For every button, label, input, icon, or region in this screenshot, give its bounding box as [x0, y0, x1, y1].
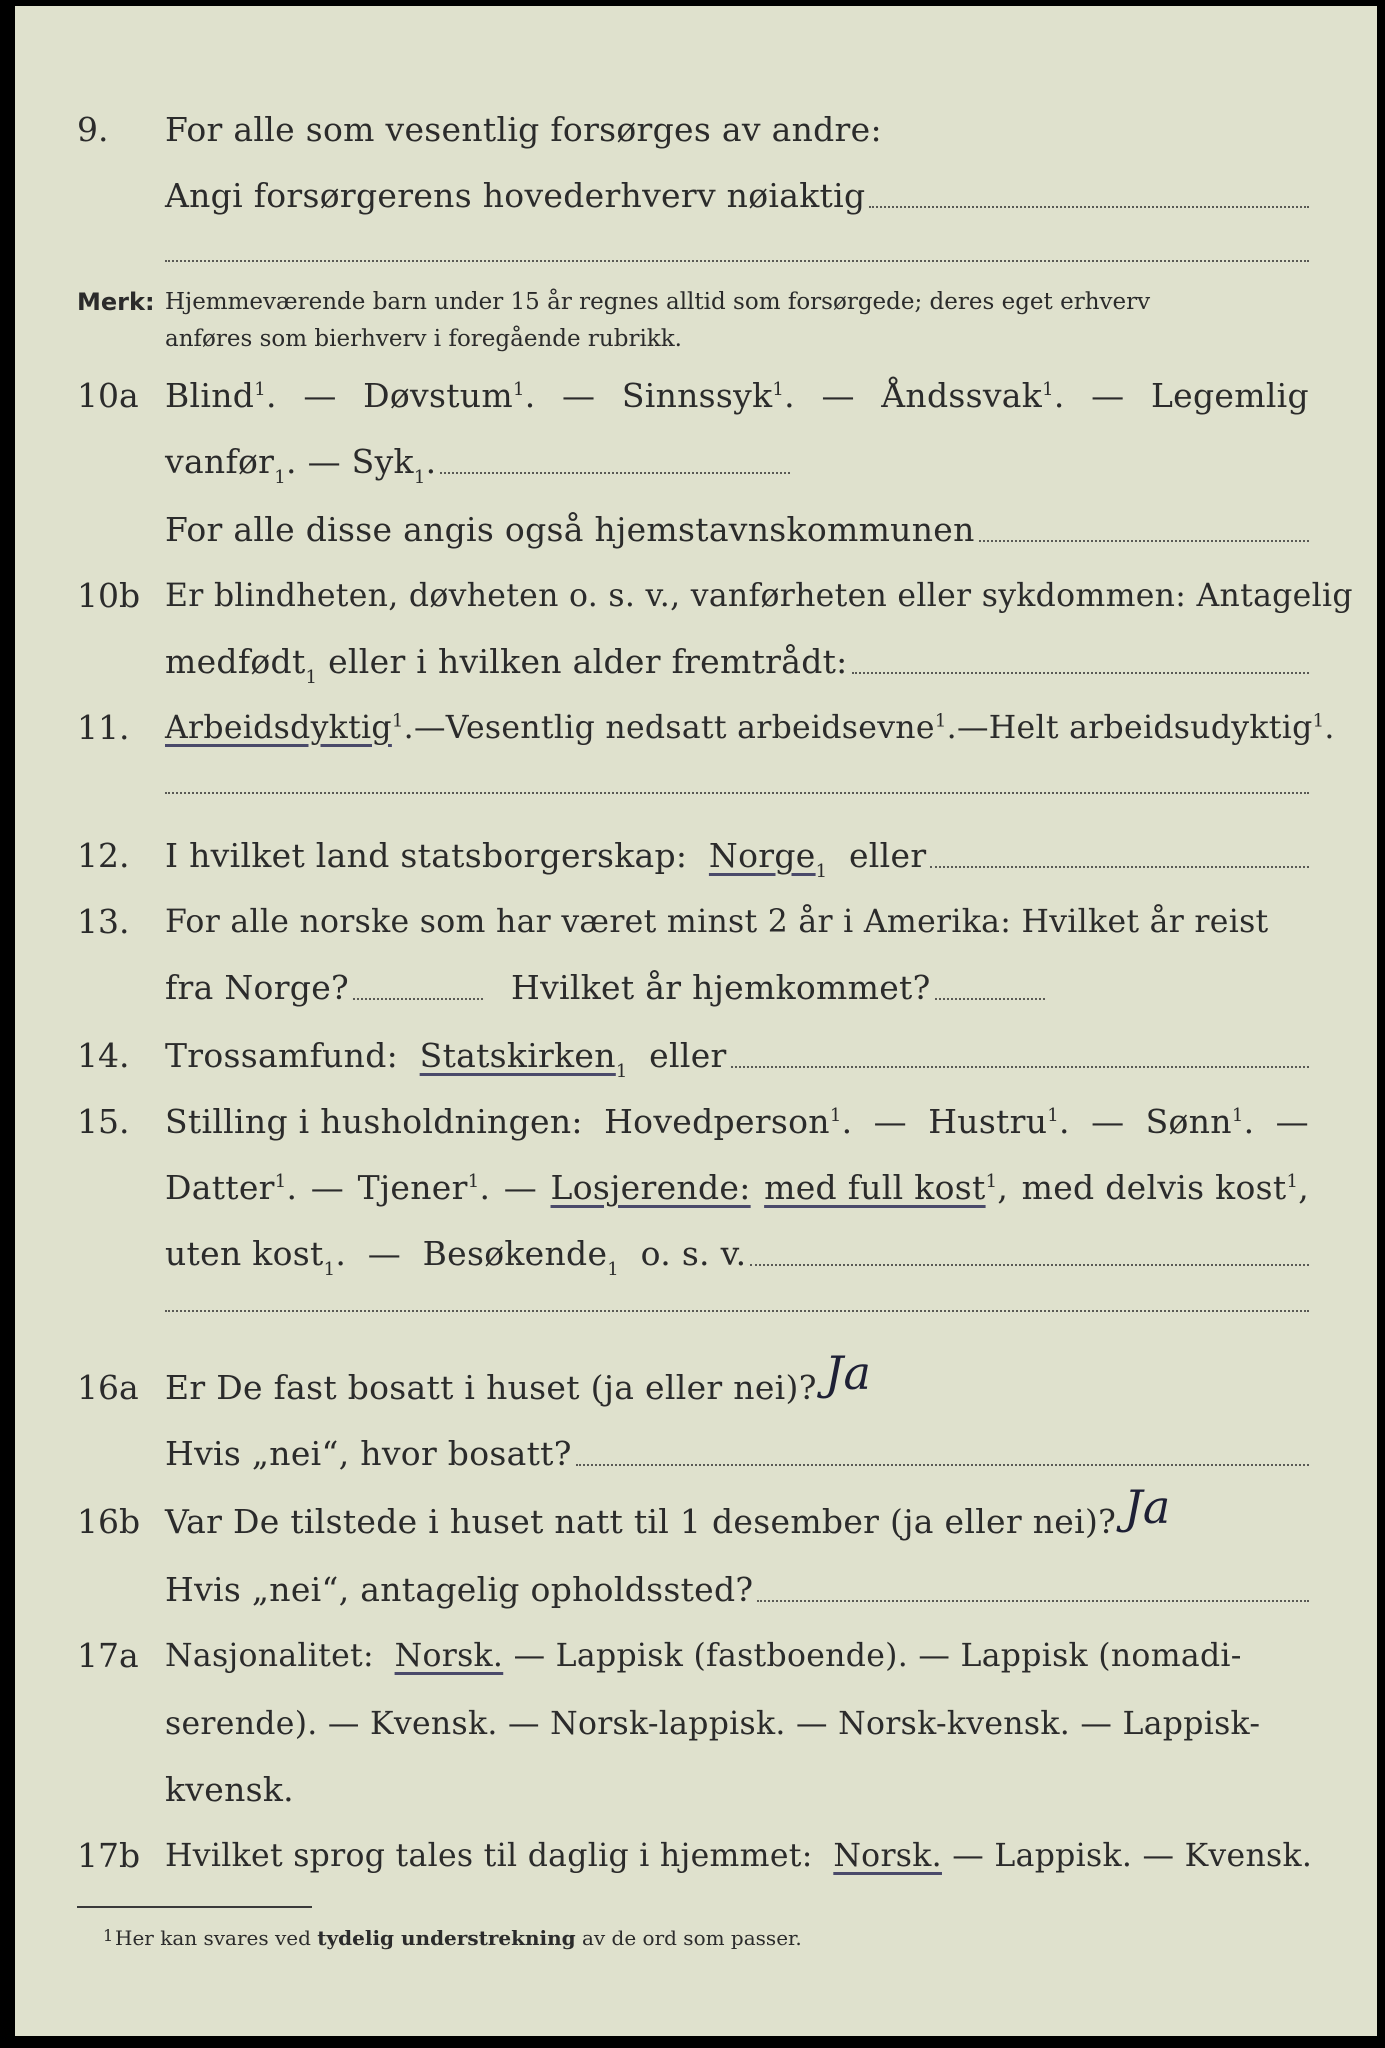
footnote: Her kan svares ved tydelig understrekning av de ord som passer.: [115, 1926, 802, 1950]
q17a-line1: [15, 1632, 1377, 1678]
q12-answer-field[interactable]: [930, 866, 1309, 868]
q10a-hjemstavn-field[interactable]: [979, 540, 1309, 542]
q10b-line1: [15, 572, 1377, 618]
option-medfodt[interactable]: medfødt: [165, 642, 306, 681]
q9-line1: [15, 106, 1377, 152]
option-datter[interactable]: Datter: [165, 1168, 275, 1207]
q9-answer-field[interactable]: [869, 206, 1309, 208]
q14-question: Trossamfund:: [165, 1036, 399, 1075]
q17b-line: [15, 1832, 1377, 1878]
q10a-syk-field[interactable]: [440, 472, 790, 474]
option-arbeidsudyktig[interactable]: Helt arbeidsudyktig: [988, 709, 1313, 746]
q9-line2: [15, 172, 1377, 218]
option-norsk-nasjonalitet[interactable]: Norsk.: [394, 1637, 504, 1674]
option-uten-kost[interactable]: uten kost: [165, 1234, 324, 1273]
q10b-alder-label: eller i hvilken alder fremtrådt:: [328, 642, 848, 681]
q10a-number: 10a: [77, 376, 139, 415]
q12-number: 12.: [77, 836, 130, 875]
option-sonn[interactable]: Sønn: [1145, 1102, 1232, 1141]
q15-line2: Datter$^1$. — Tjener$^1$. — Losjerende: med full kost$^1$, med delvis kost$^1$,: [165, 1168, 1309, 1207]
q13-hjemkommet-field[interactable]: [935, 998, 1045, 1000]
q15-question: Stilling i husholdningen:: [165, 1102, 583, 1141]
q11-answer-field[interactable]: [165, 792, 1309, 794]
q17a-options-3: kvensk.: [165, 1770, 294, 1809]
q17b-options: — Lappisk. — Kvensk.: [952, 1837, 1313, 1874]
q15-number: 15.: [77, 1102, 130, 1141]
q17a-options-1: — Lappisk (fastboende). — Lappisk (nomadi-: [513, 1637, 1242, 1674]
q10b-line2: medfødt 1 eller i hvilken alder fremtrådt:: [15, 638, 1377, 684]
q14-line: 14. Trossamfund: Statskirken 1 eller: [15, 1032, 1377, 1078]
q10a-line2: vanfør 1 . — Syk 1 .: [15, 438, 1377, 484]
option-statskirken[interactable]: Statskirken: [419, 1036, 616, 1075]
q10b-number: 10b: [77, 576, 141, 615]
option-hustru[interactable]: Hustru: [928, 1102, 1048, 1141]
q16a-bosatt-field[interactable]: [576, 1464, 1309, 1466]
merk-text-1: Hjemmeværende barn under 15 år regnes alltid som forsørgede; deres eget erhverv: [165, 289, 1151, 315]
option-losjerende[interactable]: Losjerende:: [550, 1168, 751, 1207]
option-norge[interactable]: Norge: [708, 836, 816, 875]
q17a-question: Nasjonalitet:: [165, 1637, 374, 1674]
q16a-handwritten-answer[interactable]: Ja: [824, 1346, 872, 1400]
option-syk[interactable]: Syk: [351, 442, 414, 481]
q12-question: I hvilket land statsborgerskap:: [165, 836, 688, 875]
option-delvis-kost[interactable]: med delvis kost: [1021, 1168, 1287, 1207]
q10b-alder-field[interactable]: [852, 672, 1309, 674]
q16a-line2: [15, 1430, 1377, 1476]
footnote-rule: [77, 1906, 312, 1908]
census-form-page: [15, 6, 1377, 2036]
q16b-opholdssted-field[interactable]: [757, 1600, 1309, 1602]
footnote-marker: 1: [103, 1926, 114, 1945]
q10b-question: Er blindheten, døvheten o. s. v., vanførheten eller sykdommen: Antagelig: [165, 577, 1353, 614]
option-nedsatt-arbeidsevne[interactable]: Vesentlig nedsatt arbeidsevne: [445, 709, 935, 746]
merk-text-2: anføres som bierhverv i foregående rubrikk.: [165, 326, 682, 352]
merk-label: Merk:: [77, 288, 155, 316]
option-andssvak[interactable]: Åndssvak: [881, 376, 1043, 415]
option-arbeidsdyktig[interactable]: Arbeidsdyktig: [165, 709, 392, 746]
q16b-question: Var De tilstede i huset natt til 1 desember (ja eller nei)?: [165, 1502, 1117, 1541]
q17b-question: Hvilket sprog tales til daglig i hjemmet:: [165, 1837, 813, 1874]
q11-line: 11. Arbeidsdyktig$^1$. — Vesentlig nedsatt arbeidsevne$^1$. — Helt arbeidsudyktig$^1$.: [77, 708, 1335, 747]
q15-line3: uten kost 1 . — Besøkende 1 o. s. v.: [15, 1230, 1377, 1276]
q17b-number: 17b: [77, 1836, 141, 1875]
q10a-line1: 10a Blind$^1$. — Døvstum$^1$. — Sinnssyk$^1$. — Åndssvak$^1$. — Legemlig: [77, 376, 1309, 415]
q9-answer-field-2[interactable]: [165, 260, 1309, 262]
q12-eller: eller: [848, 836, 927, 875]
q9-number: 9.: [77, 110, 109, 149]
q13-reist-field[interactable]: [353, 998, 483, 1000]
q16b-handwritten-answer[interactable]: Ja: [1124, 1480, 1171, 1534]
q11-number: 11.: [77, 708, 130, 747]
q16a-question: Er De fast bosatt i huset (ja eller nei)?: [165, 1368, 817, 1407]
q16b-line2: [15, 1566, 1377, 1612]
q16b-line1: [15, 1480, 1377, 1544]
q15-line1: 15. Stilling i husholdningen: Hovedperson$^1$. — Hustru$^1$. — Sønn$^1$. —: [77, 1102, 1309, 1141]
q17a-line2: [15, 1700, 1377, 1746]
q13-question: For alle norske som har været minst 2 år i Amerika: Hvilket år reist: [165, 903, 1269, 940]
q17a-line3: [15, 1766, 1377, 1812]
option-besokende[interactable]: Besøkende: [422, 1234, 608, 1273]
q13-line2: [15, 964, 1377, 1010]
q15-answer-field-2[interactable]: [165, 1310, 1309, 1312]
q12-line: 12. I hvilket land statsborgerskap: Norge 1 eller: [15, 832, 1377, 878]
q16b-number: 16b: [77, 1502, 141, 1541]
q9-question: For alle som vesentlig forsørges av andre:: [165, 110, 882, 149]
q15-osv: o. s. v.: [640, 1234, 747, 1273]
q17a-number: 17a: [77, 1636, 139, 1675]
option-norsk-sprog[interactable]: Norsk.: [833, 1837, 942, 1874]
option-legemlig[interactable]: Legemlig: [1150, 376, 1309, 415]
option-full-kost[interactable]: med full kost: [764, 1168, 986, 1207]
q14-number: 14.: [77, 1036, 130, 1075]
q9-subquestion: Angi forsørgerens hovederhverv nøiaktig: [165, 176, 866, 215]
q13-reist-label: fra Norge?: [165, 968, 350, 1007]
q10a-hjemstavn-label: For alle disse angis også hjemstavnskommunen: [165, 510, 975, 549]
q13-hjemkommet-label: Hvilket år hjemkommet?: [511, 968, 931, 1007]
q14-eller: eller: [649, 1036, 727, 1075]
q16b-subquestion: Hvis „nei“, antagelig opholdssted?: [165, 1570, 754, 1609]
option-dovstum[interactable]: Døvstum: [363, 376, 513, 415]
option-hovedperson[interactable]: Hovedperson: [604, 1102, 830, 1141]
option-vanfor[interactable]: vanfør: [165, 442, 275, 481]
q16a-subquestion: Hvis „nei“, hvor bosatt?: [165, 1434, 572, 1473]
q10a-line3: [15, 506, 1377, 552]
option-sinnssyk[interactable]: Sinnssyk: [621, 376, 773, 415]
merk-note: [77, 284, 1309, 357]
q13-number: 13.: [77, 902, 130, 941]
q15-answer-field[interactable]: [750, 1264, 1309, 1266]
option-blind[interactable]: Blind: [165, 376, 255, 415]
q16a-number: 16a: [77, 1368, 139, 1407]
q14-answer-field[interactable]: [731, 1066, 1309, 1068]
q16a-line1: [15, 1346, 1377, 1410]
option-tjener[interactable]: Tjener: [357, 1168, 468, 1207]
q17a-options-2: serende). — Kvensk. — Norsk-lappisk. — Norsk-kvensk. — Lappisk-: [165, 1705, 1261, 1742]
q13-line1: [15, 898, 1377, 944]
